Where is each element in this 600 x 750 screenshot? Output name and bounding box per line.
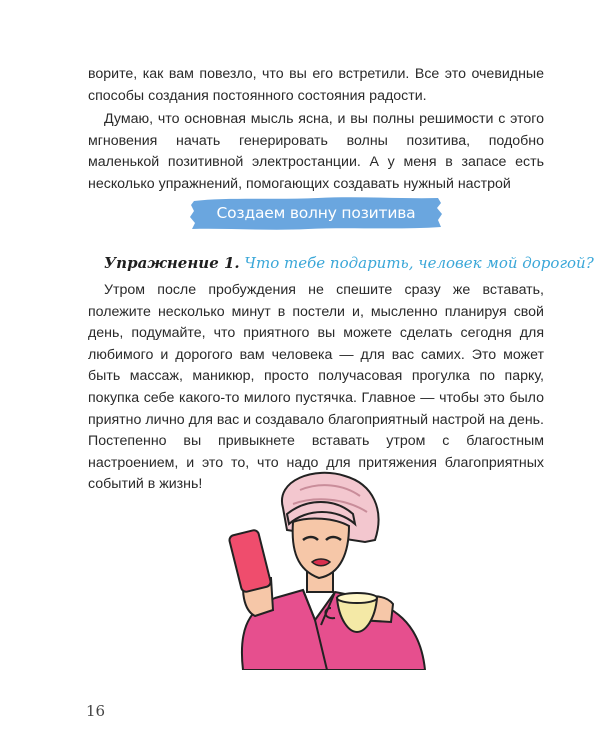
exercise-title: Что тебе подарить, человек мой дорогой?	[244, 254, 594, 272]
section-banner-title: Создаем волну позитива	[216, 204, 416, 222]
page-number: 16	[86, 702, 106, 720]
woman-illustration-icon	[215, 470, 440, 670]
paragraph-continuation: ворите, как вам повезло, что вы его встретили. Все это очевидные способы создания постоянного состояния радости.	[88, 66, 544, 104]
woman-with-phone-illustration	[215, 470, 440, 675]
exercise-heading	[104, 254, 594, 272]
exercise-text: Утром после пробуждения не спешите сразу же вставать, полежите несколько минут в постели и, мысленно планируя свой день, подумайте, что приятного вы можете сделать сегодня для любимого и дорогого вам человека — для вас самих. Это может быть массаж, маникюр, просто получасовая прогулка по парку, покупка себе какого-то милого пустячка. Главное — чтобы это было приятно лично для вас и создавало благоприятный настрой на день. Постепенно вы привыкнете вставать утром с благостным настроением, и это то, что надо для притяжения благоприятных событий в жизнь!	[88, 282, 544, 493]
paragraph-main-idea: Думаю, что основная мысль ясна, и вы полны решимости с этого мгновения начать генерировать волны позитива, подобно маленькой позитивной электростанции. А у меня в запасе есть несколько упражнений, помогающих создавать нужный настрой	[88, 111, 544, 192]
section-banner	[188, 194, 444, 232]
exercise-label: Упражнение 1.	[104, 254, 240, 272]
